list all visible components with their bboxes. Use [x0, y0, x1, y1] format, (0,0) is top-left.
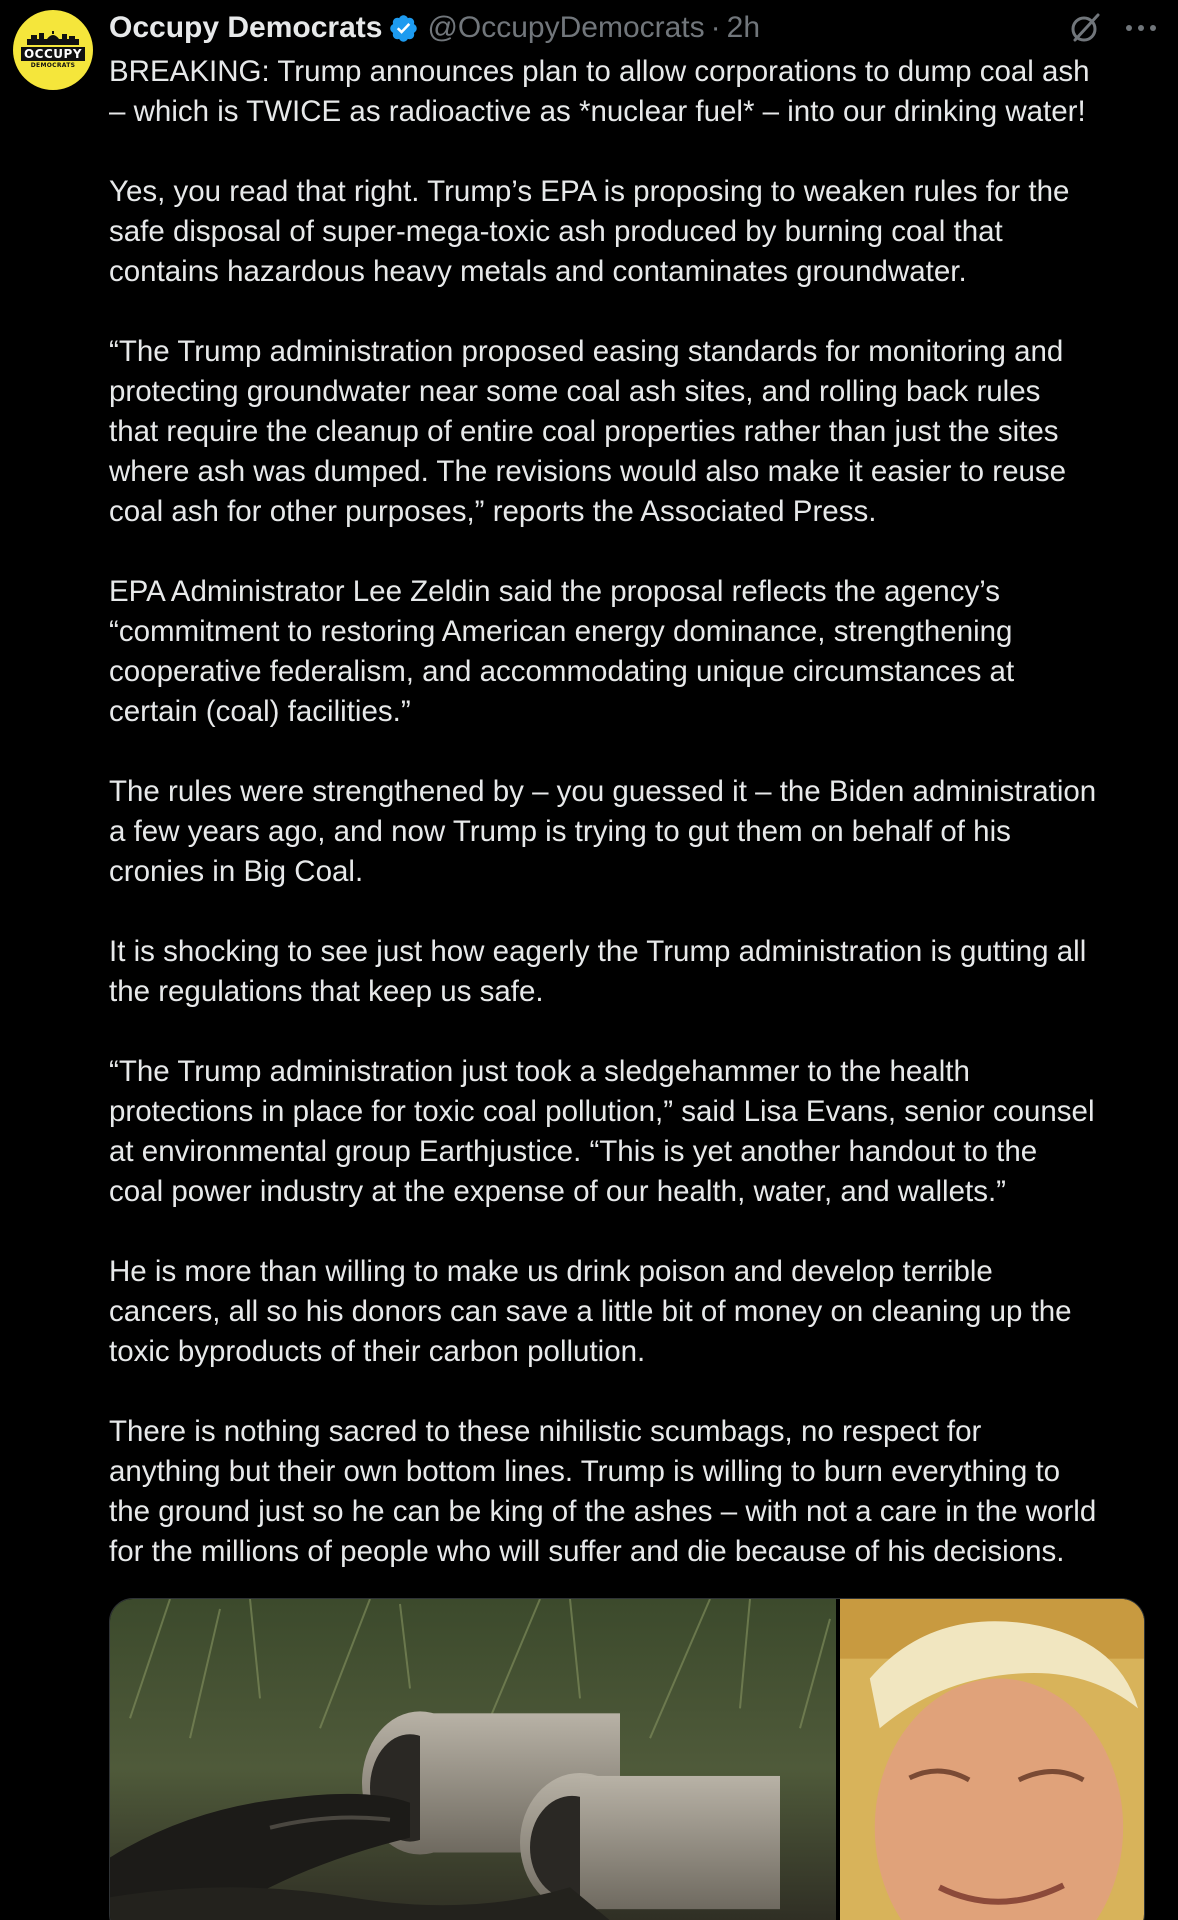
avatar[interactable]	[13, 10, 93, 90]
tweet-paragraph-4: EPA Administrator Lee Zeldin said the proposal reflects the agency’s “commitment to restoring American energy dominance, strengthening cooperative federalism, and accommodating unique circumstances at certain (coal) facilities.”	[109, 575, 1015, 728]
media-photo-portrait[interactable]	[840, 1599, 1144, 1920]
header-actions	[1068, 8, 1158, 48]
avatar-logo-sub: DEMOCRATS	[30, 62, 76, 69]
separator-dot: ·	[710, 11, 721, 44]
timestamp[interactable]: 2h	[726, 11, 761, 44]
grok-icon[interactable]	[1068, 11, 1102, 45]
verified-badge-icon[interactable]	[388, 13, 419, 44]
handle[interactable]: @OccupyDemocrats	[427, 11, 705, 44]
tweet-paragraph-8: He is more than willing to make us drink poison and develop terrible cancers, all so his donors can save a little bit of money on cleaning up the toxic byproducts of their carbon pollution.	[109, 1255, 1072, 1368]
tweet-paragraph-7: “The Trump administration just took a sledgehammer to the health protections in place for toxic coal pollution,” said Lisa Evans, senior counsel at environmental group Earthjustice. “This is yet another handout to the coal power industry at the expense of our health, water, and wallets.”	[109, 1055, 1095, 1208]
tweet-paragraph-6: It is shocking to see just how eagerly the Trump administration is gutting all the regulations that keep us safe.	[109, 935, 1087, 1008]
capitol-skyline-icon	[27, 31, 79, 45]
portrait-image	[840, 1599, 1144, 1920]
tweet-paragraph-3: “The Trump administration proposed easing standards for monitoring and protecting groundwater near some coal ash sites, and rolling back rules that require the cleanup of entire coal properties rather than just the sites where ash was dumped. The revisions would also make it easier to reuse coal ash for other purposes,” reports the Associated Press.	[109, 335, 1067, 528]
avatar-logo-word: OCCUPY	[21, 47, 85, 61]
tweet-paragraph-9: There is nothing sacred to these nihilistic scumbags, no respect for anything but their own bottom lines. Trump is willing to burn everything to the ground just so he can be king of the ashes – with not a care in the world for the millions of people who will suffer and die because of his decisions.	[109, 1415, 1097, 1568]
tweet-paragraph-5: The rules were strengthened by – you guessed it – the Biden administration a few years ago, and now Trump is trying to gut them on behalf of his cronies in Big Coal.	[109, 775, 1097, 888]
tweet-header	[109, 8, 1158, 48]
more-options-icon[interactable]	[1124, 23, 1158, 33]
tweet-paragraph-2: Yes, you read that right. Trump’s EPA is proposing to weaken rules for the safe disposal of super-mega-toxic ash produced by burning coal that contains hazardous heavy metals and contaminates groundwater.	[109, 175, 1070, 288]
tweet-text	[109, 52, 1149, 1572]
tweet-media[interactable]	[109, 1598, 1145, 1920]
display-name[interactable]: Occupy Democrats	[109, 11, 383, 44]
media-photo-coal-ash-pipes[interactable]	[110, 1599, 836, 1920]
coal-ash-pipes-image	[110, 1599, 836, 1920]
tweet-paragraph-1: BREAKING: Trump announces plan to allow corporations to dump coal ash – which is TWICE as radioactive as *nuclear fuel* – into our drinking water!	[109, 55, 1090, 128]
